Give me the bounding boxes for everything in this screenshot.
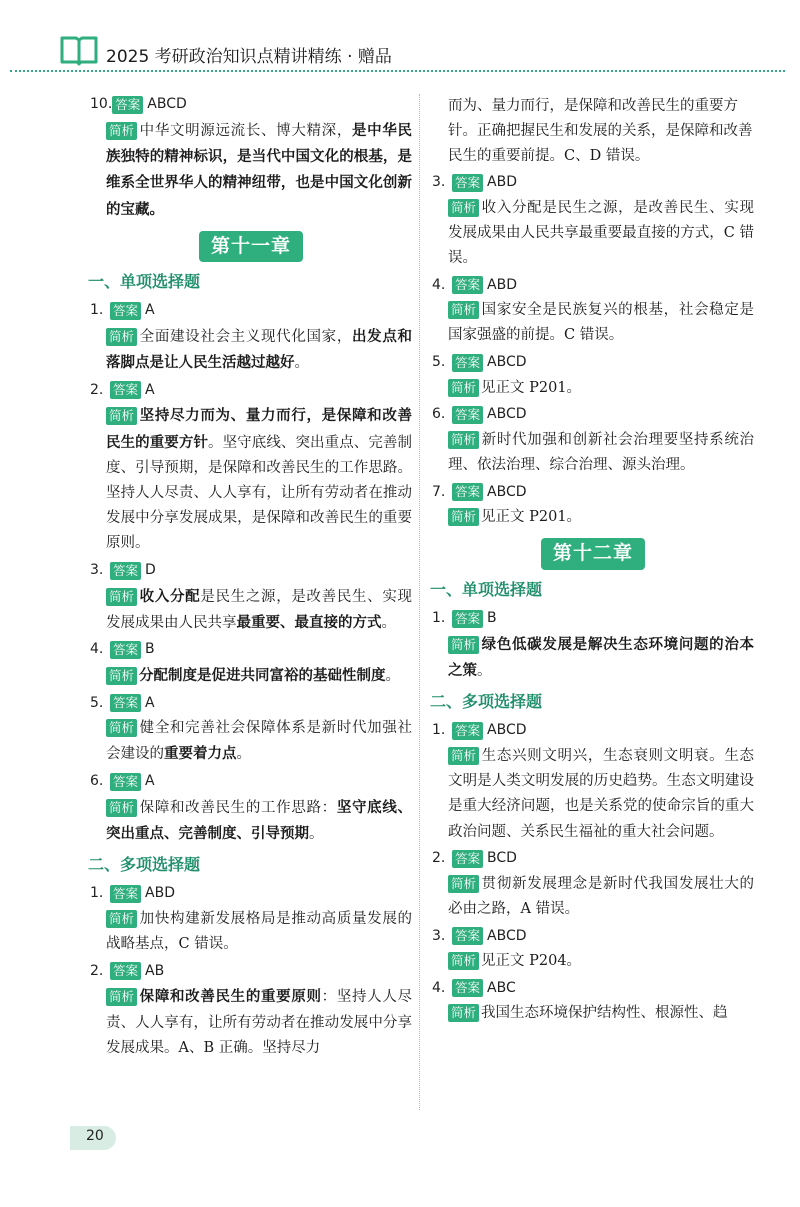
analysis-text: 简析 保障和改善民生的工作思路：坚守底线、突出重点、完善制度、引导预期。 [106,798,413,842]
analysis-text: 简析 坚持尽力而为、量力而行，是保障和改善民生的重要方针。坚守底线、突出重点、完善制度、引导预期，是保障和改善民生的工作思路。坚持人人尽责、人人享有，让所有劳动者在推动发展中分享发展成果，是保障和改善民生的重要原则。 [106,407,413,552]
question-header: 5. 答案 A [90,694,155,711]
analysis-text: 简析 国家安全是民族复兴的根基，社会稳定是国家强盛的前提。C 错误。 [448,302,754,344]
question-header: 1. 答案 ABCD [432,722,527,739]
answer-badge: 答案 [452,354,483,372]
question-header: 3. 答案 ABCD [432,927,527,944]
answer-badge: 答案 [110,962,141,980]
analysis-badge: 简析 [448,1004,479,1022]
analysis-text: 简析 见正文 P204。 [432,949,754,974]
analysis-badge: 简析 [448,301,479,319]
analysis-badge: 简析 [106,910,137,928]
answer-badge: 答案 [110,694,141,712]
analysis-badge: 简析 [448,952,479,970]
analysis-badge: 简析 [448,747,479,765]
question-header: 6. 答案 ABCD [432,406,527,423]
analysis-text: 简析 保障和改善民生的重要原则：坚持人人尽责、人人享有，让所有劳动者在推动发展中分享发展成果。A、B 正确。坚持尽力 [106,988,413,1056]
analysis-text: 简析 新时代加强和创新社会治理要坚持系统治理、依法治理、综合治理、源头治理。 [448,431,754,474]
analysis-badge: 简析 [448,199,479,217]
analysis-text: 简析 见正文 P201。 [432,376,754,401]
section-heading: 二、多项选择题 [88,855,201,875]
analysis-badge: 简析 [448,379,479,397]
question-header: 1. 答案 ABD [90,885,175,902]
question-header: 5. 答案 ABCD [432,354,527,371]
answer-badge: 答案 [452,174,483,192]
page-number: 20 [86,1128,104,1144]
answer-badge: 答案 [452,610,483,628]
analysis-badge: 简析 [106,588,137,606]
analysis-text: 简析 贯彻新发展理念是新时代我国发展壮大的必由之路，A 错误。 [448,875,754,918]
page-header [60,34,780,74]
answer-badge: 答案 [110,302,141,320]
section-heading: 一、单项选择题 [88,272,201,292]
analysis-badge: 简析 [448,875,479,893]
question-header: 1. 答案 B [432,610,497,627]
analysis-text: 简析 绿色低碳发展是解决生态环境问题的治本之策。 [448,635,754,679]
answer-badge: 答案 [110,641,141,659]
answer-value: ABCD [147,96,187,113]
left-column [90,92,412,1062]
answer-badge: 答案 [452,927,483,945]
question-header: 2. 答案 AB [90,962,165,979]
answer-badge: 答案 [452,850,483,868]
question-header: 6. 答案 A [90,773,155,790]
section-heading: 一、单项选择题 [430,579,543,599]
question-header: 3. 答案 D [90,562,156,579]
column-divider [419,94,420,1110]
right-column [432,94,754,1028]
analysis-badge: 简析 [448,508,479,526]
header-divider [10,70,785,72]
analysis-badge: 简析 [448,636,479,654]
answer-badge: 答案 [452,722,483,740]
open-book-icon [60,34,98,66]
analysis-text: 简析 收入分配是民生之源，是改善民生、实现发展成果由人民共享最重要最直接的方式，C 错误。 [448,199,754,267]
question-header: 4. 答案 ABC [432,979,516,996]
answer-badge: 答案 [110,562,141,580]
analysis-text: 简析 我国生态环境保护结构性、根源性、趋 [432,1001,754,1026]
analysis-text: 简析 中华文明源远流长、博大精深，是中华民族独特的精神标识，是当代中国文化的根基，是维系全世界华人的精神纽带，也是中国文化创新的宝藏。 [106,122,413,218]
question-header: 2. 答案 BCD [432,850,517,867]
question-header: 2. 答案 A [90,381,155,398]
analysis-badge: 简析 [106,407,137,425]
analysis-badge: 简析 [106,719,137,737]
answer-badge: 答案 [452,406,483,424]
answer-badge: 答案 [110,773,141,791]
question-header: 7. 答案 ABCD [432,483,527,500]
answer-badge: 答案 [110,885,141,903]
analysis-text: 简析 生态兴则文明兴，生态衰则文明衰。生态文明是人类文明发展的历史趋势。生态文明建设是重大经济问题，也是关系党的使命宗旨的重大政治问题、关系民生福祉的重大社会问题。 [448,748,754,840]
answer-badge: 答案 [452,979,483,997]
analysis-badge: 简析 [106,988,137,1006]
analysis-badge: 简析 [106,799,137,817]
answer-badge: 答案 [112,96,143,114]
question-header: 10. 答案 ABCD [90,92,412,118]
analysis-badge: 简析 [106,667,137,685]
answer-badge: 答案 [452,483,483,501]
chapter-title: 第十一章 [199,231,303,262]
analysis-text: 简析 分配制度是促进共同富裕的基础性制度。 [90,663,412,689]
analysis-badge: 简析 [106,328,137,346]
analysis-text: 简析 收入分配是民生之源，是改善民生、实现发展成果由人民共享最重要、最直接的方式。 [106,587,413,631]
question-header: 4. 答案 B [90,641,155,658]
continued-text: 而为、量力而行，是保障和改善民生的重要方针。正确把握民生和发展的关系，是保障和改善民生的重要前提。C、D 错误。 [448,98,753,165]
analysis-badge: 简析 [448,431,479,449]
section-heading: 二、多项选择题 [430,692,543,712]
analysis-text: 简析 健全和完善社会保障体系是新时代加强社会建设的重要着力点。 [106,720,412,763]
chapter-title: 第十二章 [541,538,645,569]
question-header: 4. 答案 ABD [432,276,517,293]
answer-badge: 答案 [110,381,141,399]
analysis-text: 简析 见正文 P201。 [432,505,754,530]
analysis-text: 简析 全面建设社会主义现代化国家，出发点和落脚点是让人民生活越过越好。 [106,328,413,372]
question-header: 1. 答案 A [90,302,155,319]
analysis-text: 简析 加快构建新发展格局是推动高质量发展的战略基点，C 错误。 [106,911,412,953]
header-title: 2025 考研政治知识点精讲精练 · 赠品 [106,47,392,67]
question-header: 3. 答案 ABD [432,174,517,190]
analysis-badge: 简析 [106,122,137,140]
answer-badge: 答案 [452,276,483,294]
